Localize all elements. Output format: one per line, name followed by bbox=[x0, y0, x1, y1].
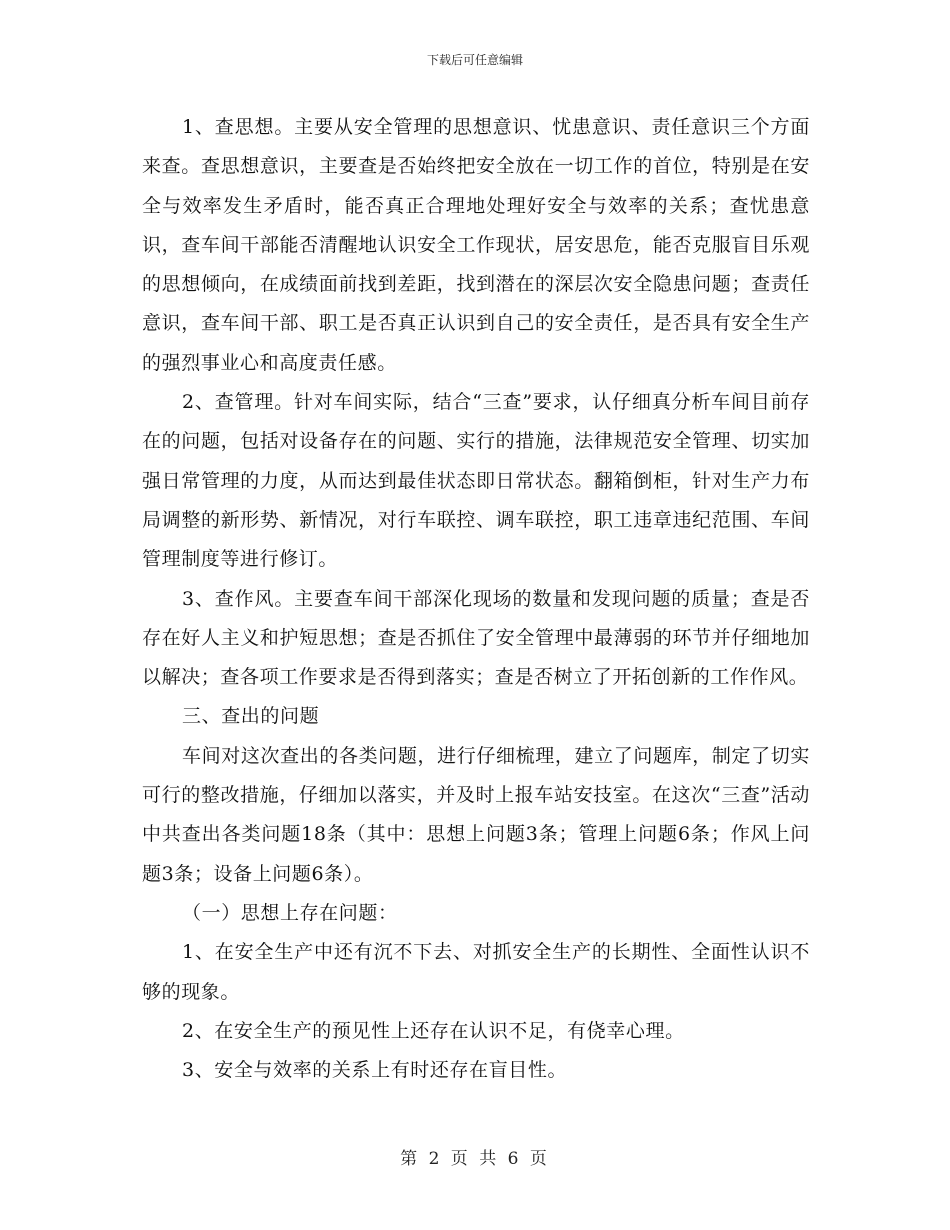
page-header: 下载后可任意编辑 bbox=[426, 53, 523, 67]
list-item-problem-3: 3、安全与效率的关系上有时还存在盲目性。 bbox=[182, 1059, 568, 1082]
paragraph-problem-summary: 车间对这次查出的各类问题，进行仔细梳理，建立了问题库，制定了切实可行的整改措施，仔细加以落实，并及时上报车站安技室。在这次“三查”活动中共查出各类问题18条（其中：思想上问题3条；管理上问题6条；作风上问题3条；设备上问题6条）。 bbox=[142, 744, 810, 885]
subheading-thinking-problems: （一）思想上存在问题： bbox=[182, 901, 398, 924]
paragraph-check-management: 2、查管理。针对车间实际，结合“三查”要求，认仔细真分析车间目前存在的问题，包括对设备存在的问题、实行的措施，法律规范安全管理、切实加强日常管理的力度，从而达到最佳状态即日常状态。翻箱倒柜，针对生产力布局调整的新形势、新情况，对行车联控、调车联控，职工违章违纪范围、车间管理制度等进行修订。 bbox=[142, 391, 810, 571]
document-body bbox=[142, 108, 810, 1090]
paragraph-check-thinking: 1、查思想。主要从安全管理的思想意识、忧患意识、责任意识三个方面来查。查思想意识，主要查是否始终把安全放在一切工作的首位，特别是在安全与效率发生矛盾时，能否真正合理地处理好安全与效率的关系；查忧患意识，查车间干部能否清醒地认识安全工作现状，居安思危，能否克服盲目乐观的思想倾向，在成绩面前找到差距，找到潜在的深层次安全隐患问题；查责任意识，查车间干部、职工是否真正认识到自己的安全责任，是否具有安全生产的强烈事业心和高度责任感。 bbox=[142, 116, 810, 374]
paragraph-check-style: 3、查作风。主要查车间干部深化现场的数量和发现问题的质量；查是否存在好人主义和护短思想；查是否抓住了安全管理中最薄弱的环节并仔细地加以解决；查各项工作要求是否得到落实；查是否树立了开拓创新的工作作风。 bbox=[142, 587, 810, 689]
list-item-problem-2: 2、在安全生产的预见性上还存在认识不足，有侥幸心理。 bbox=[182, 1019, 685, 1042]
page-footer: 第 2 页 共 6 页 bbox=[400, 1149, 550, 1169]
section-heading-problems: 三、查出的问题 bbox=[182, 705, 320, 728]
list-item-problem-1: 1、在安全生产中还有沉不下去、对抓安全生产的长期性、全面性认识不够的现象。 bbox=[142, 941, 810, 1003]
